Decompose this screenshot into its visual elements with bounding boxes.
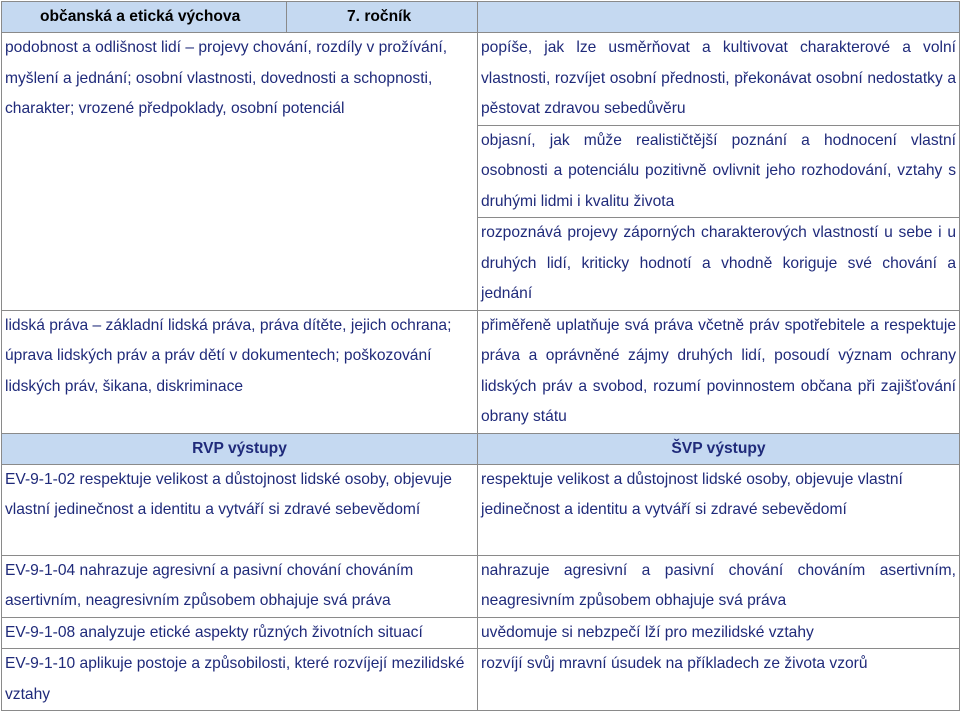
rvp-output-cell: EV-9-1-02 respektuje velikost a důstojnost lidské osoby, objevuje vlastní jedinečnost a identitu a vytváří si zdravé sebevědomí xyxy=(2,464,478,555)
topic-cell: lidská práva – základní lidská práva, práva dítěte, jejich ochrana; úprava lidských práv a práv dětí v dokumentech; poškozování lidských práv, šikana, diskriminace xyxy=(2,310,478,433)
svp-output-cell: uvědomuje si nebzpečí lží pro mezilidské vztahy xyxy=(478,617,960,649)
svp-output-cell: nahrazuje agresivní a pasivní chování chováním asertivním, neagresivním způsobem obhajuje svá práva xyxy=(478,555,960,617)
table-row xyxy=(2,33,960,126)
subject-title: občanská a etická výchova xyxy=(2,2,287,32)
header-cell xyxy=(2,2,478,33)
rvp-output-cell: EV-9-1-10 aplikuje postoje a způsobilosti, které rozvíjejí mezilidské vztahy xyxy=(2,649,478,711)
table-row xyxy=(2,464,960,555)
outputs-header-row xyxy=(2,433,960,464)
header-empty-cell xyxy=(478,2,960,33)
outcome-cell: rozpoznává projevy záporných charakterových vlastností u sebe i u druhých lidí, kriticky hodnotí a vhodně koriguje své chování a jednání xyxy=(478,218,960,311)
table-row xyxy=(2,555,960,617)
grade-title: 7. ročník xyxy=(347,8,412,25)
svp-output-cell: respektuje velikost a důstojnost lidské osoby, objevuje vlastní jedinečnost a identitu a vytváří si zdravé sebevědomí xyxy=(478,464,960,555)
table-row xyxy=(2,649,960,711)
table-row xyxy=(2,617,960,649)
header-row xyxy=(2,2,960,33)
svp-outputs-header: ŠVP výstupy xyxy=(478,433,960,464)
outcome-cell: popíše, jak lze usměrňovat a kultivovat charakterové a volní vlastnosti, rozvíjet osobní přednosti, překonávat osobní nedostatky a pěstovat zdravou sebedůvěru xyxy=(478,33,960,126)
rvp-outputs-header: RVP výstupy xyxy=(2,433,478,464)
outcome-cell: objasní, jak může realističtější poznání a hodnocení vlastní osobnosti a potenciálu pozitivně ovlivnit jeho rozhodování, vztahy s druhými lidmi i kvalitu života xyxy=(478,125,960,218)
table-row xyxy=(2,310,960,433)
curriculum-table xyxy=(1,1,960,711)
rvp-output-cell: EV-9-1-08 analyzuje etické aspekty různých životních situací xyxy=(2,617,478,649)
svp-output-cell: rozvíjí svůj mravní úsudek na příkladech ze života vzorů xyxy=(478,649,960,711)
outcome-cell: přiměřeně uplatňuje svá práva včetně práv spotřebitele a respektuje práva a oprávněné zájmy druhých lidí, posoudí význam ochrany lidských práv a svobod, rozumí povinnostem občana při zajišťování obrany státu xyxy=(478,310,960,433)
topic-cell: podobnost a odlišnost lidí – projevy chování, rozdíly v prožívání, myšlení a jednání; osobní vlastnosti, dovednosti a schopnosti, charakter; vrozené předpoklady, osobní potenciál xyxy=(2,33,478,311)
rvp-output-cell: EV-9-1-04 nahrazuje agresivní a pasivní chování chováním asertivním, neagresivním způsobem obhajuje svá práva xyxy=(2,555,478,617)
